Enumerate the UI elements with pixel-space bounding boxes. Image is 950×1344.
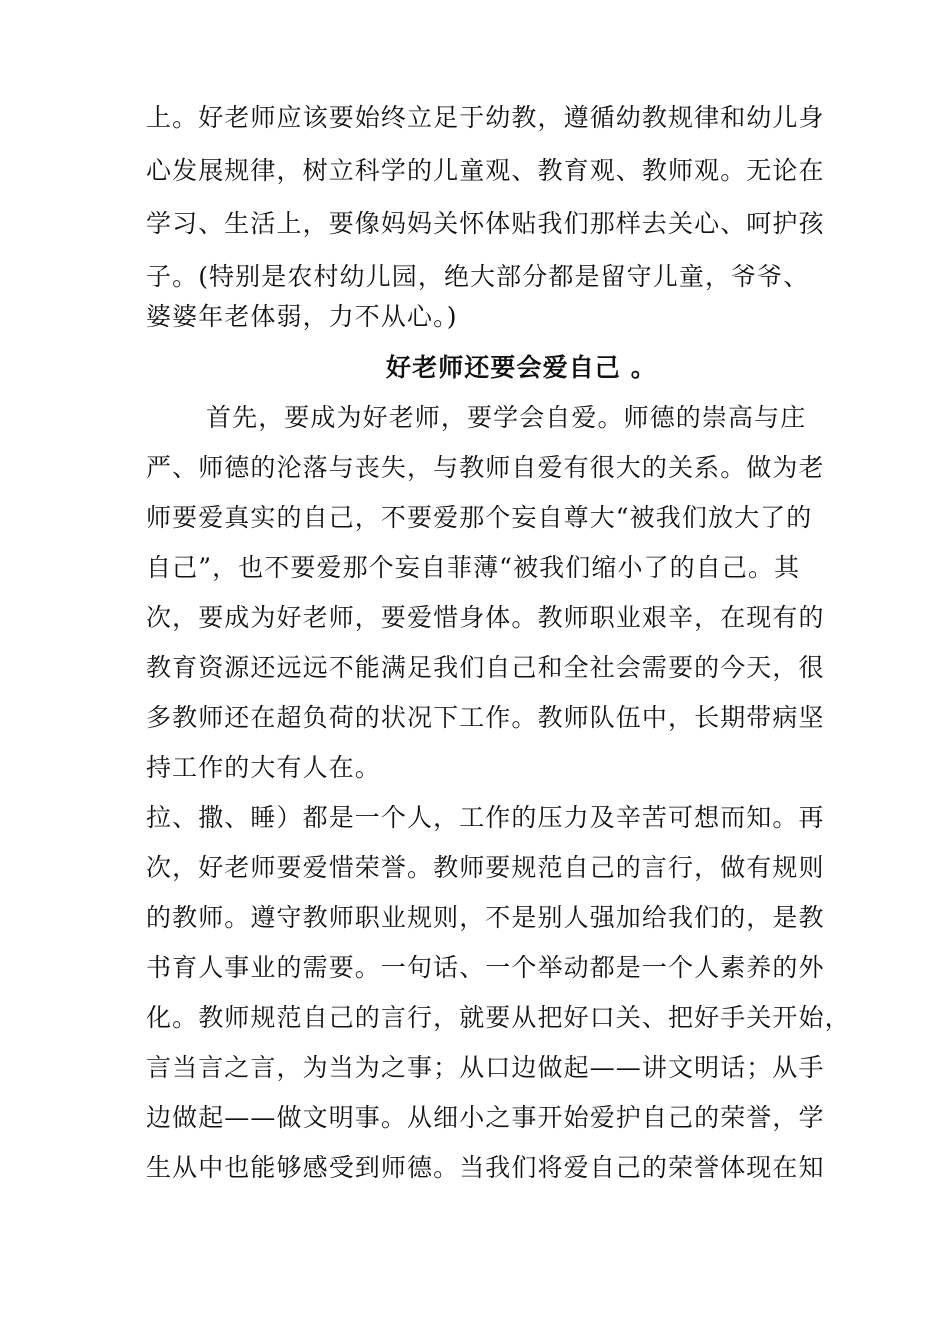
paragraph-line: 的教师。遵守教师职业规则，不是别人强加给我们的，是教 xyxy=(146,903,825,932)
paragraph-line: 次，要成为好老师，要爱惜身体。教师职业艰辛，在现有的 xyxy=(146,603,825,632)
paragraph-line: 子。(特别是农村幼儿园，绝大部分都是留守儿童，爷爷、 xyxy=(146,262,810,291)
paragraph-line: 婆婆年老体弱，力不从心。) xyxy=(146,302,458,331)
paragraph-line: 学习、生活上，要像妈妈关怀体贴我们那样去关心、呵护孩 xyxy=(146,209,825,238)
paragraph-line: 次，好老师要爱惜荣誉。教师要规范自己的言行，做有规则 xyxy=(146,853,825,882)
paragraph-line: 言当言之言，为当为之事；从口边做起——讲文明话；从手 xyxy=(146,1053,825,1082)
paragraph-line: 边做起——做文明事。从细小之事开始爱护自己的荣誉，学 xyxy=(146,1103,825,1132)
paragraph-line: 师要爱真实的自己，不要爱那个妄自尊大“被我们放大了的 xyxy=(146,503,813,532)
paragraph-line: 严、师德的沦落与丧失，与教师自爱有很大的关系。做为老 xyxy=(146,453,825,482)
paragraph-line: 心发展规律，树立科学的儿童观、教育观、教师观。无论在 xyxy=(146,156,825,185)
paragraph-line: 教育资源还远远不能满足我们自己和全社会需要的今天，很 xyxy=(146,653,825,682)
section-heading: 好老师还要会爱自己 。 xyxy=(386,353,657,382)
paragraph-line: 书育人事业的需要。一句话、一个举动都是一个人素养的外 xyxy=(146,953,825,982)
paragraph-line: 首先，要成为好老师，要学会自爱。师德的崇高与庄 xyxy=(206,403,807,432)
paragraph-line: 化。教师规范自己的言行，就要从把好口关、把好手关开始， xyxy=(146,1003,851,1032)
paragraph-line: 自己”，也不要爱那个妄自菲薄“被我们缩小了的自己。其 xyxy=(146,553,801,582)
paragraph-line: 持工作的大有人在。 xyxy=(146,753,381,782)
paragraph-line: 多教师还在超负荷的状况下工作。教师队伍中，长期带病坚 xyxy=(146,703,825,732)
paragraph-line: 拉、撒、睡）都是一个人，工作的压力及辛苦可想而知。再 xyxy=(146,803,825,832)
paragraph-line: 生从中也能够感受到师德。当我们将爱自己的荣誉体现在知 xyxy=(146,1153,825,1182)
paragraph-line: 上。好老师应该要始终立足于幼教，遵循幼教规律和幼儿身 xyxy=(146,103,825,132)
